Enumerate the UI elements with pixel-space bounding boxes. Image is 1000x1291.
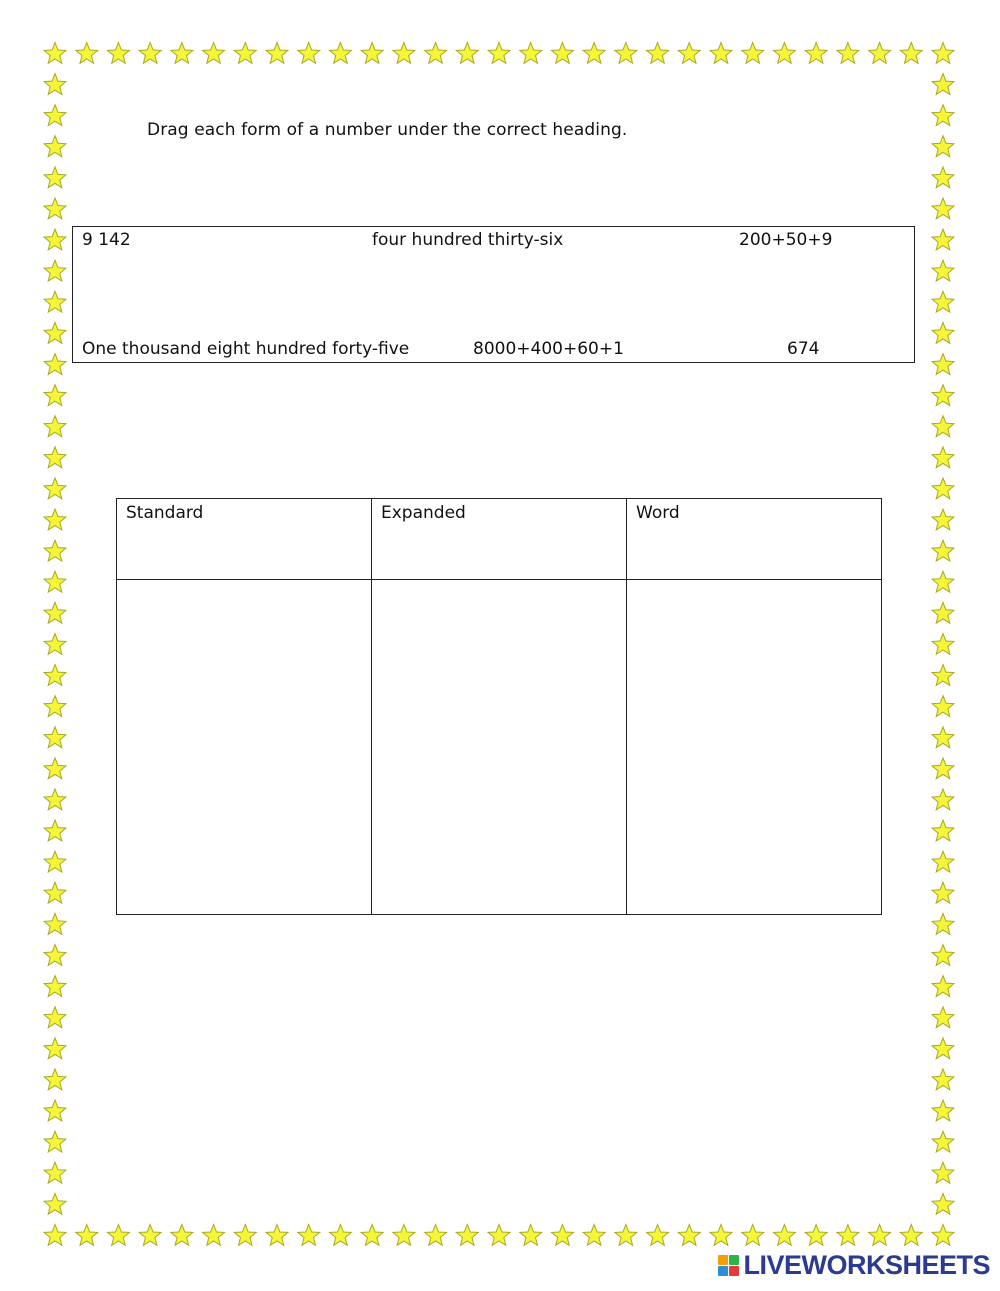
- star-icon: [742, 1225, 764, 1246]
- star-icon: [44, 229, 66, 250]
- star-icon: [44, 322, 66, 343]
- star-icon: [44, 198, 66, 219]
- star-icon: [488, 43, 510, 64]
- star-icon: [647, 43, 669, 64]
- star-icon: [44, 447, 66, 468]
- star-icon: [393, 1225, 415, 1246]
- star-icon: [805, 43, 827, 64]
- star-icon: [44, 136, 66, 157]
- star-icon: [44, 1007, 66, 1028]
- star-icon: [266, 43, 288, 64]
- star-icon: [932, 602, 954, 623]
- star-icon: [171, 1225, 193, 1246]
- star-icon: [678, 1225, 700, 1246]
- star-icon: [234, 43, 256, 64]
- star-icon: [932, 634, 954, 655]
- star-icon: [298, 1225, 320, 1246]
- heading-expanded: Expanded: [372, 499, 627, 580]
- star-icon: [44, 665, 66, 686]
- star-icon: [932, 913, 954, 934]
- star-icon: [932, 229, 954, 250]
- word-bank: [72, 226, 915, 363]
- star-icon: [44, 478, 66, 499]
- star-icon: [44, 167, 66, 188]
- instruction-text: Drag each form of a number under the correct heading.: [147, 120, 628, 140]
- star-icon: [774, 1225, 796, 1246]
- logo-square: [729, 1266, 739, 1276]
- star-icon: [44, 105, 66, 126]
- star-icon: [203, 43, 225, 64]
- star-icon: [44, 260, 66, 281]
- star-icon: [76, 1225, 98, 1246]
- star-icon: [552, 1225, 574, 1246]
- star-icon: [44, 385, 66, 406]
- star-icon: [44, 1193, 66, 1214]
- star-icon: [932, 74, 954, 95]
- star-icon: [678, 43, 700, 64]
- logo-square: [729, 1255, 739, 1265]
- star-icon: [932, 882, 954, 903]
- star-icon: [932, 385, 954, 406]
- star-icon: [44, 540, 66, 561]
- star-icon: [932, 1225, 954, 1246]
- star-icon: [44, 43, 66, 64]
- star-icon: [932, 416, 954, 437]
- star-icon: [171, 43, 193, 64]
- star-icon: [234, 1225, 256, 1246]
- brand-name: LIVEWORKSHEETS: [743, 1250, 990, 1280]
- star-icon: [869, 43, 891, 64]
- star-icon: [932, 1100, 954, 1121]
- star-icon: [44, 571, 66, 592]
- star-icon: [44, 758, 66, 779]
- star-icon: [44, 1225, 66, 1246]
- logo-square: [718, 1266, 728, 1276]
- star-icon: [932, 167, 954, 188]
- star-icon: [456, 1225, 478, 1246]
- star-icon: [361, 1225, 383, 1246]
- star-icon: [932, 665, 954, 686]
- brand: [718, 1250, 990, 1281]
- heading-word: Word: [627, 499, 882, 580]
- star-icon: [425, 1225, 447, 1246]
- logo-square: [718, 1255, 728, 1265]
- star-icon: [330, 1225, 352, 1246]
- star-icon: [44, 976, 66, 997]
- star-icon: [44, 820, 66, 841]
- star-icon: [932, 322, 954, 343]
- star-icon: [932, 976, 954, 997]
- star-icon: [647, 1225, 669, 1246]
- star-icon: [44, 74, 66, 95]
- star-icon: [44, 882, 66, 903]
- drag-item-9142[interactable]: 9 142: [82, 230, 131, 250]
- star-icon: [932, 1007, 954, 1028]
- star-icon: [615, 43, 637, 64]
- star-icon: [44, 1100, 66, 1121]
- star-icon: [742, 43, 764, 64]
- star-icon: [266, 1225, 288, 1246]
- star-icon: [203, 1225, 225, 1246]
- star-icon: [393, 43, 415, 64]
- star-icon: [456, 43, 478, 64]
- heading-standard: Standard: [117, 499, 372, 580]
- star-icon: [108, 1225, 130, 1246]
- star-icon: [583, 1225, 605, 1246]
- drop-zone-word[interactable]: [627, 580, 882, 915]
- star-icon: [44, 1069, 66, 1090]
- star-icon: [552, 43, 574, 64]
- star-icon: [44, 851, 66, 872]
- star-icon: [932, 1162, 954, 1183]
- star-icon: [869, 1225, 891, 1246]
- star-icon: [488, 1225, 510, 1246]
- star-icon: [932, 198, 954, 219]
- star-icon: [710, 43, 732, 64]
- star-icon: [837, 43, 859, 64]
- star-icon: [932, 696, 954, 717]
- star-icon: [520, 1225, 542, 1246]
- drag-item-8461-expanded[interactable]: 8000+400+60+1: [473, 339, 624, 359]
- drag-item-259-expanded[interactable]: 200+50+9: [739, 230, 833, 250]
- star-icon: [932, 291, 954, 312]
- star-icon: [425, 43, 447, 64]
- star-icon: [44, 913, 66, 934]
- star-icon: [44, 727, 66, 748]
- star-icon: [520, 43, 542, 64]
- star-icon: [615, 1225, 637, 1246]
- star-icon: [932, 43, 954, 64]
- star-icon: [932, 447, 954, 468]
- star-icon: [900, 43, 922, 64]
- star-icon: [44, 945, 66, 966]
- star-icon: [932, 509, 954, 530]
- star-icon: [44, 509, 66, 530]
- drag-item-436-word[interactable]: four hundred thirty-six: [372, 230, 564, 250]
- star-icon: [44, 634, 66, 655]
- sorting-table: [116, 498, 882, 915]
- star-icon: [330, 43, 352, 64]
- star-icon: [76, 43, 98, 64]
- star-icon: [932, 105, 954, 126]
- drag-item-674[interactable]: 674: [787, 339, 820, 359]
- star-icon: [805, 1225, 827, 1246]
- star-icon: [837, 1225, 859, 1246]
- star-icon: [932, 1131, 954, 1152]
- star-icon: [932, 851, 954, 872]
- star-icon: [139, 1225, 161, 1246]
- star-icon: [583, 43, 605, 64]
- star-icon: [44, 696, 66, 717]
- star-icon: [932, 727, 954, 748]
- star-icon: [44, 789, 66, 810]
- star-icon: [932, 758, 954, 779]
- star-icon: [298, 43, 320, 64]
- star-icon: [932, 1069, 954, 1090]
- star-icon: [932, 820, 954, 841]
- star-icon: [139, 43, 161, 64]
- star-icon: [44, 602, 66, 623]
- star-icon: [44, 354, 66, 375]
- star-icon: [932, 354, 954, 375]
- star-icon: [44, 1131, 66, 1152]
- star-icon: [44, 291, 66, 312]
- star-icon: [932, 540, 954, 561]
- star-icon: [932, 789, 954, 810]
- star-icon: [361, 43, 383, 64]
- star-icon: [932, 1193, 954, 1214]
- star-icon: [44, 1038, 66, 1059]
- drag-item-1845-word[interactable]: One thousand eight hundred forty-five: [82, 339, 410, 359]
- star-icon: [932, 136, 954, 157]
- star-icon: [774, 43, 796, 64]
- liveworksheets-logo-icon: [718, 1255, 739, 1276]
- star-icon: [932, 260, 954, 281]
- star-icon: [932, 945, 954, 966]
- drop-zone-standard[interactable]: [117, 580, 372, 915]
- star-icon: [108, 43, 130, 64]
- star-icon: [44, 416, 66, 437]
- star-icon: [932, 1038, 954, 1059]
- star-icon: [44, 1162, 66, 1183]
- star-icon: [932, 571, 954, 592]
- star-icon: [710, 1225, 732, 1246]
- star-icon: [932, 478, 954, 499]
- drop-zone-expanded[interactable]: [372, 580, 627, 915]
- star-icon: [900, 1225, 922, 1246]
